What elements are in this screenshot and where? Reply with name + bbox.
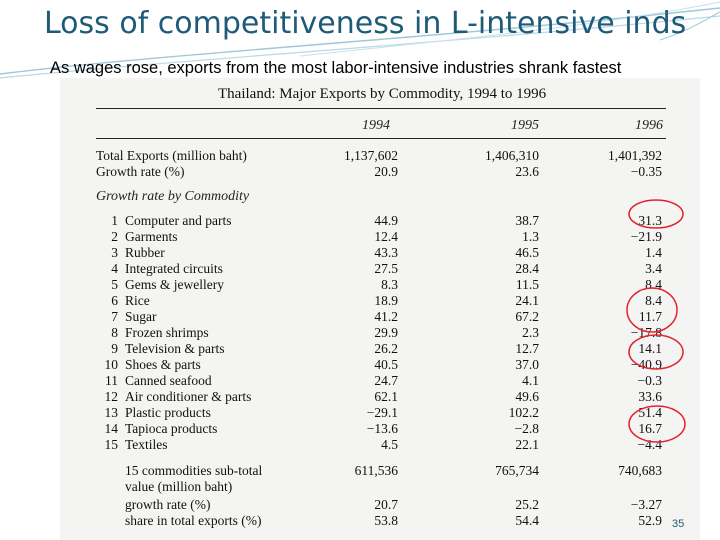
value-1995: 46.5 — [515, 245, 539, 260]
commodity-row — [96, 261, 666, 277]
value-1994: 12.4 — [374, 229, 398, 244]
row-number: 9 — [111, 341, 118, 356]
value-1995: 67.2 — [515, 309, 539, 324]
commodity-name: Computer and parts — [125, 213, 232, 228]
value-1995: −2.8 — [514, 421, 539, 436]
commodity-name: Shoes & parts — [125, 357, 201, 372]
slide-title: Loss of competitiveness in L-intensive inds — [44, 6, 687, 41]
value-1996: 3.4 — [645, 261, 662, 276]
value-1995: 28.4 — [515, 261, 539, 276]
value-1994: 24.7 — [374, 373, 398, 388]
value-1996: −17.8 — [630, 325, 662, 340]
value-1994: 43.3 — [374, 245, 398, 260]
commodity-row — [96, 357, 666, 373]
row-number: 14 — [104, 421, 118, 436]
value-1995: 54.4 — [515, 513, 539, 528]
value-1996: −21.9 — [630, 229, 662, 244]
year-header-1995: 1995 — [511, 118, 539, 133]
commodity-row — [96, 405, 666, 421]
value-1994: 18.9 — [374, 293, 398, 308]
value-1995: 22.1 — [515, 437, 539, 452]
value-1994: 20.9 — [374, 164, 398, 179]
subtotal-row-growth — [96, 497, 666, 513]
row-label: 15 commodities sub-total — [125, 463, 263, 478]
row-number: 8 — [111, 325, 118, 340]
value-1994: 53.8 — [374, 513, 398, 528]
value-1996: 16.7 — [638, 421, 662, 436]
value-1996: 1.4 — [645, 245, 662, 260]
value-1996: 8.4 — [645, 293, 662, 308]
value-1995: 25.2 — [515, 497, 539, 512]
commodity-name: Frozen shrimps — [125, 325, 209, 340]
value-1995: 37.0 — [515, 357, 539, 372]
subtotal-row-value — [96, 463, 666, 479]
row-number: 15 — [104, 437, 118, 452]
row-label: value (million baht) — [125, 479, 233, 494]
value-1994: 27.5 — [374, 261, 398, 276]
value-1995: 1.3 — [522, 229, 539, 244]
commodity-name: Television & parts — [125, 341, 225, 356]
value-1994: 29.9 — [374, 325, 398, 340]
value-1995: 2.3 — [522, 325, 539, 340]
row-number: 1 — [111, 213, 118, 228]
value-1996: 11.7 — [638, 309, 662, 324]
value-1994: 20.7 — [374, 497, 398, 512]
value-1996: −0.3 — [637, 373, 662, 388]
value-1994: −13.6 — [366, 421, 398, 436]
commodity-name: Garments — [125, 229, 178, 244]
row-label: Growth rate (%) — [96, 164, 185, 179]
commodity-name: Rice — [125, 293, 150, 308]
table-header-rule — [96, 138, 666, 139]
commodity-row — [96, 421, 666, 437]
row-number: 13 — [104, 405, 118, 420]
row-number: 3 — [111, 245, 118, 260]
value-1996: 1,401,392 — [608, 148, 662, 163]
subtotal-row-share — [96, 513, 666, 529]
commodity-row — [96, 213, 666, 229]
commodity-row — [96, 341, 666, 357]
row-number: 2 — [111, 229, 118, 244]
value-1996: 740,683 — [618, 463, 662, 478]
commodity-row — [96, 373, 666, 389]
value-1995: 102.2 — [508, 405, 539, 420]
row-label: Total Exports (million baht) — [96, 148, 247, 163]
row-number: 7 — [111, 309, 118, 324]
commodity-name: Gems & jewellery — [125, 277, 224, 292]
value-1996: 33.6 — [638, 389, 662, 404]
commodity-name: Air conditioner & parts — [125, 389, 252, 404]
row-number: 10 — [104, 357, 118, 372]
value-1996: 51.4 — [638, 405, 662, 420]
value-1996: −40.9 — [630, 357, 662, 372]
value-1994: 8.3 — [381, 277, 398, 292]
table-top-rule — [96, 108, 666, 109]
row-number: 5 — [111, 277, 118, 292]
commodity-name: Sugar — [125, 309, 157, 324]
value-1994: −29.1 — [366, 405, 398, 420]
year-header-1996: 1996 — [635, 118, 663, 133]
summary-row-total-exports — [96, 148, 666, 164]
value-1995: 11.5 — [515, 277, 539, 292]
row-number: 6 — [111, 293, 118, 308]
commodity-name: Textiles — [125, 437, 168, 452]
year-header-1994: 1994 — [362, 118, 390, 133]
commodity-name: Tapioca products — [125, 421, 218, 436]
value-1994: 611,536 — [354, 463, 398, 478]
value-1996: −0.35 — [630, 164, 662, 179]
value-1994: 62.1 — [374, 389, 398, 404]
value-1995: 1,406,310 — [485, 148, 539, 163]
value-1995: 4.1 — [522, 373, 539, 388]
value-1995: 23.6 — [515, 164, 539, 179]
value-1994: 41.2 — [374, 309, 398, 324]
row-number: 12 — [104, 389, 118, 404]
value-1996: 31.3 — [638, 213, 662, 228]
commodity-row — [96, 293, 666, 309]
summary-row-growth-rate — [96, 164, 666, 180]
table-title: Thailand: Major Exports by Commodity, 1994 to 1996 — [218, 86, 547, 102]
value-1994: 44.9 — [374, 213, 398, 228]
value-1994: 26.2 — [374, 341, 398, 356]
commodity-row — [96, 277, 666, 293]
commodity-name: Integrated circuits — [125, 261, 223, 276]
value-1994: 4.5 — [381, 437, 398, 452]
commodity-name: Canned seafood — [125, 373, 212, 388]
value-1996: 52.9 — [638, 513, 662, 528]
commodity-name: Rubber — [125, 245, 165, 260]
value-1995: 49.6 — [515, 389, 539, 404]
slide-subtitle: As wages rose, exports from the most labor-intensive industries shrank fastest — [50, 59, 622, 77]
row-number: 4 — [111, 261, 118, 276]
row-number: 11 — [105, 373, 118, 388]
value-1995: 38.7 — [515, 213, 539, 228]
commodity-row — [96, 245, 666, 261]
value-1996: 8.4 — [645, 277, 662, 292]
commodity-row — [96, 309, 666, 325]
row-label: growth rate (%) — [125, 497, 211, 512]
value-1995: 12.7 — [515, 341, 539, 356]
page-number: 35 — [672, 518, 685, 530]
commodity-row — [96, 389, 666, 405]
value-1996: 14.1 — [638, 341, 662, 356]
value-1995: 24.1 — [515, 293, 539, 308]
section-label: Growth rate by Commodity — [96, 189, 250, 204]
row-label: share in total exports (%) — [125, 513, 262, 528]
commodity-row — [96, 325, 666, 341]
value-1996: −3.27 — [630, 497, 662, 512]
value-1994: 1,137,602 — [344, 148, 398, 163]
value-1994: 40.5 — [374, 357, 398, 372]
value-1995: 765,734 — [495, 463, 539, 478]
value-1996: −4.4 — [637, 437, 662, 452]
subtotal-row-value-unit — [96, 479, 666, 495]
commodity-name: Plastic products — [125, 405, 211, 420]
commodity-row — [96, 437, 666, 453]
commodity-row — [96, 229, 666, 245]
